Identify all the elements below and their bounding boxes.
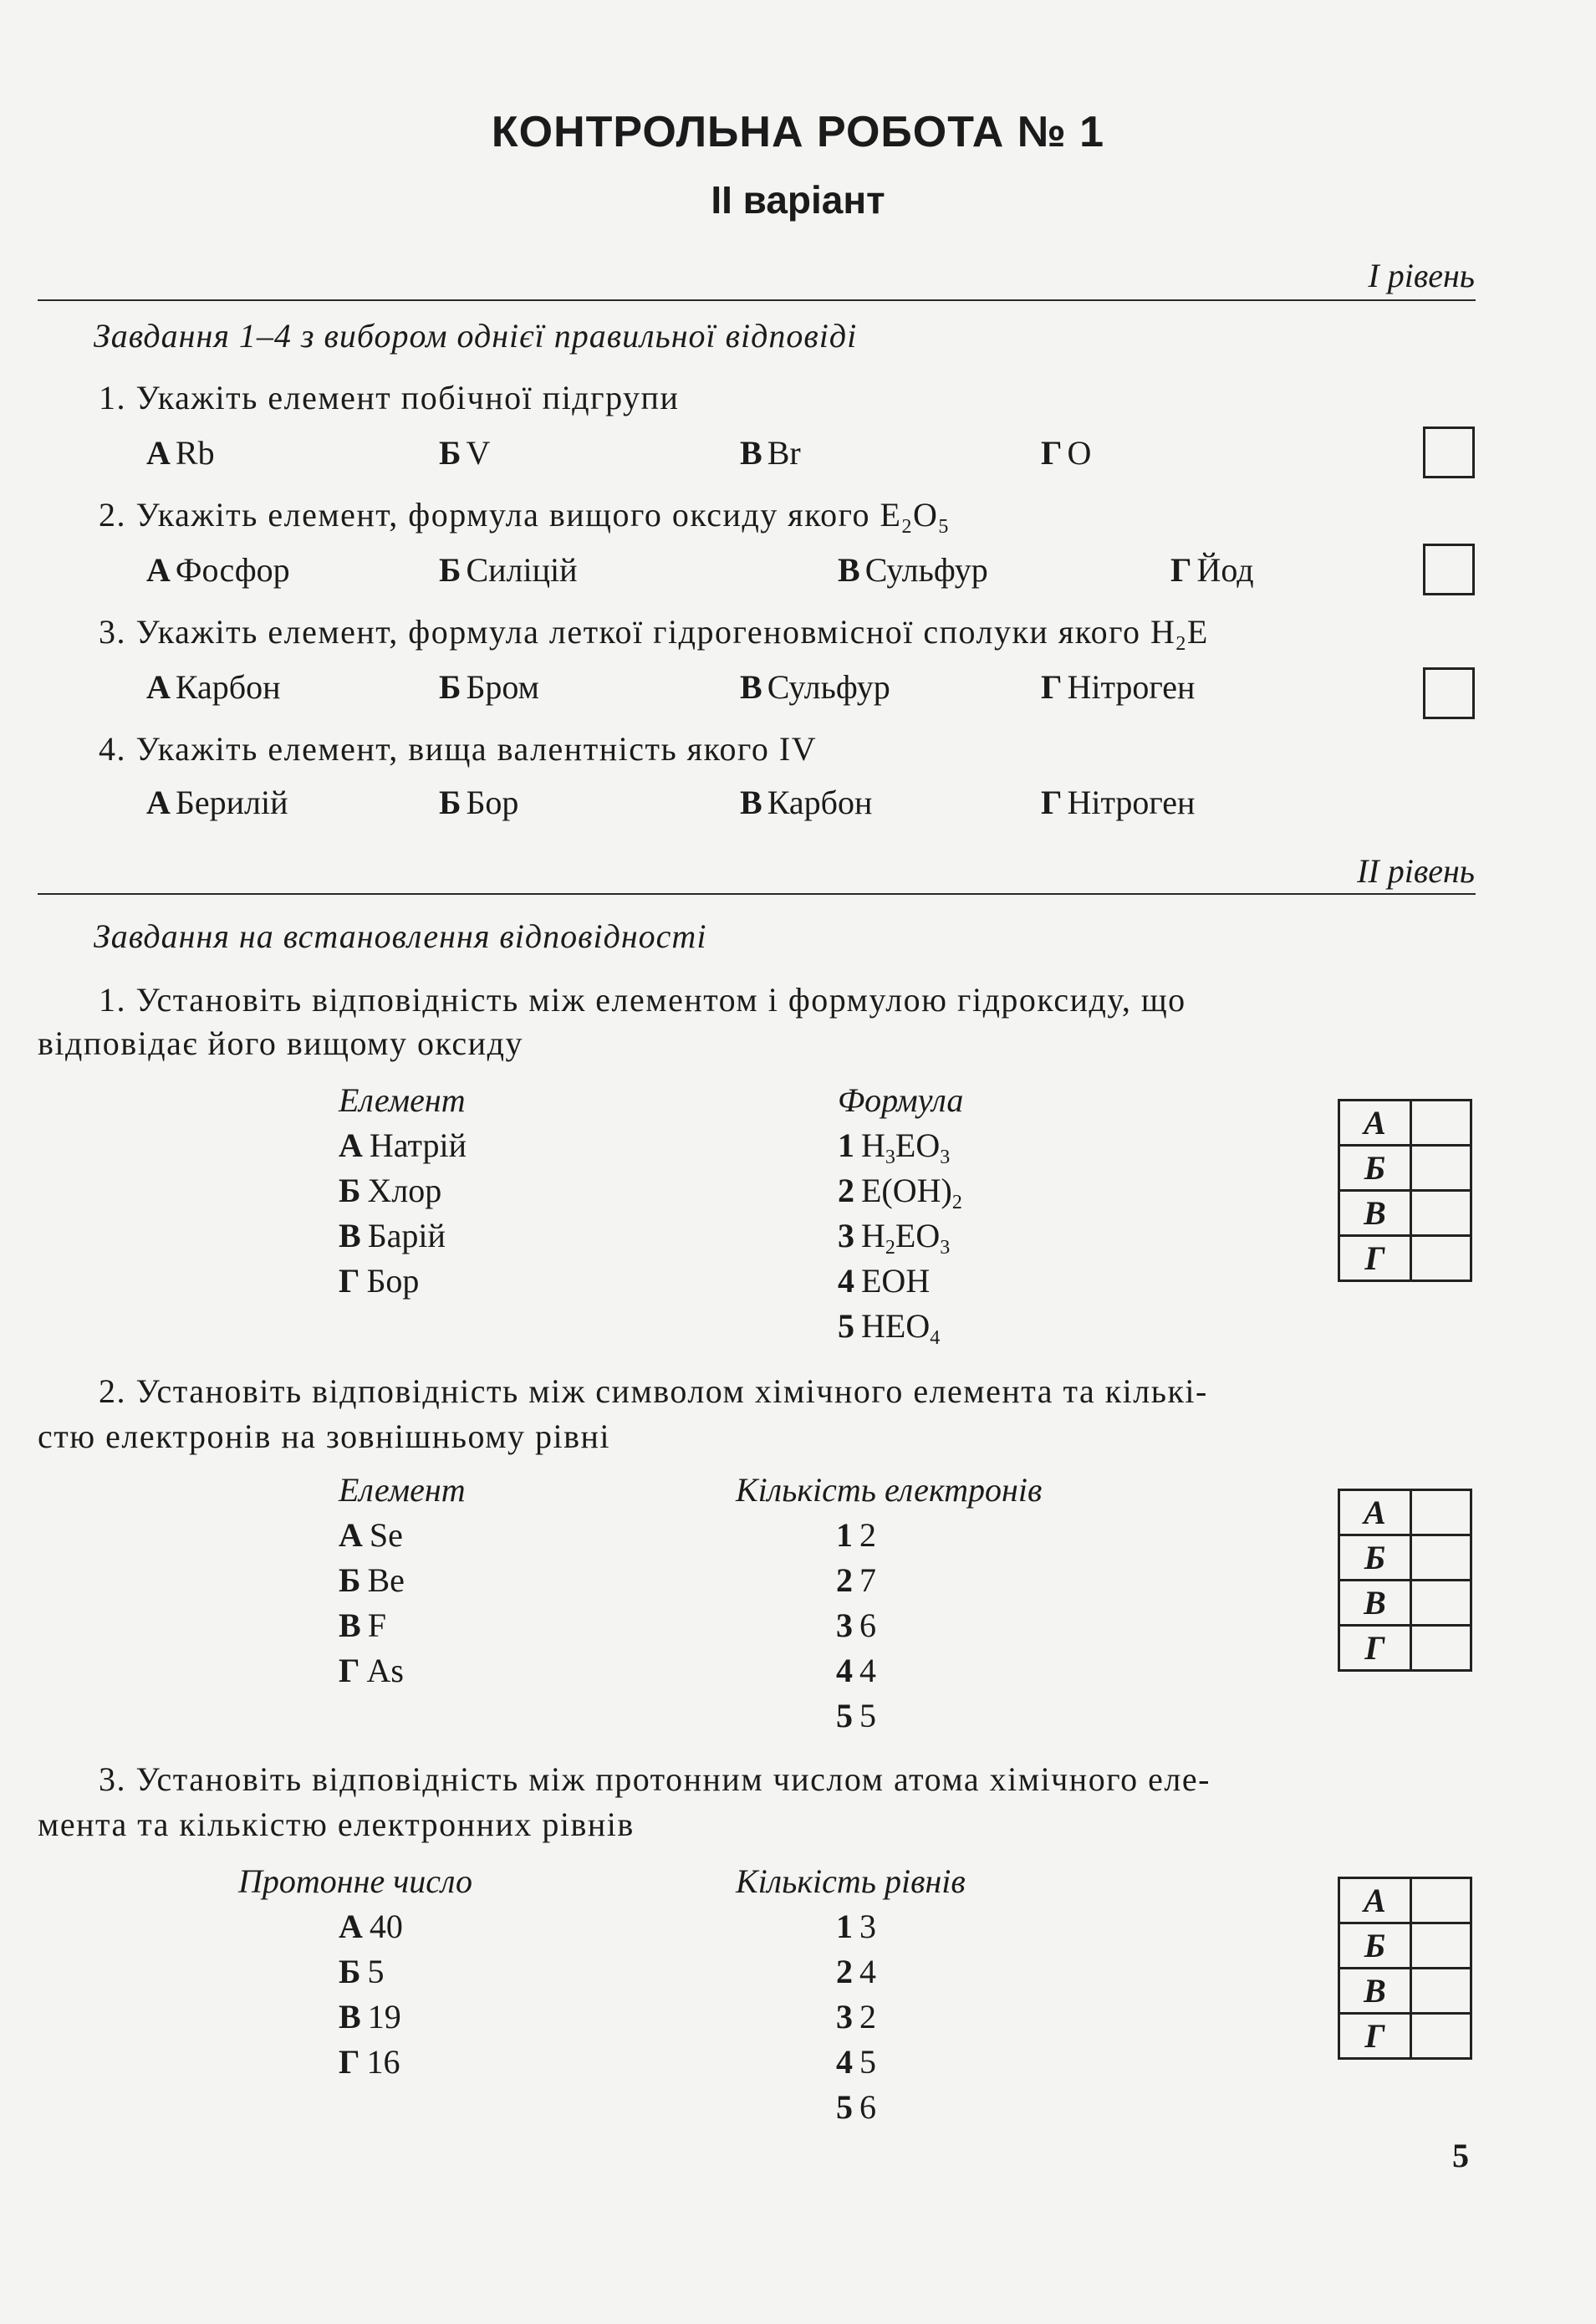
task-2-left-c: В F [339,1606,386,1644]
task-2-right-1: 1 2 [836,1516,876,1554]
q1-option-b: Б V [439,434,491,472]
task-1-left-b: Б Хлор [339,1172,442,1209]
answer-cell[interactable] [1411,1969,1471,2014]
task-2-right-3: 3 6 [836,1606,876,1644]
answer-cell[interactable] [1411,1236,1471,1281]
answer-cell[interactable] [1411,1626,1471,1671]
task-2-left-d: Г As [339,1652,404,1689]
level-1-label: I рівень [1368,257,1475,294]
question-1-text: 1. Укажіть елемент побічної підгрупи [99,379,680,416]
answer-cell[interactable] [1411,1923,1471,1969]
task-1-right-4: 4 EOH [838,1262,931,1300]
question-4-text: 4. Укажіть елемент, вища валентність якого IV [99,730,818,768]
q1-option-a: А Rb [146,434,215,472]
task-3-left-a: А 40 [339,1908,403,1945]
level-1-instruction: Завдання 1–4 з вибором однієї правильної відповіді [94,317,858,355]
grid-label-b: Б [1339,1923,1411,1969]
answer-cell[interactable] [1411,1146,1471,1191]
task-1-line-1: 1. Установіть відповідність між елементом і формулою гідроксиду, що [99,981,1186,1019]
answer-cell[interactable] [1411,1535,1471,1581]
task-3-right-5: 5 6 [836,2088,876,2126]
task-1-right-2: 2 $E(OH)_2$ [838,1172,962,1213]
task-2-answer-grid [1338,1489,1472,1672]
answer-cell[interactable] [1411,1490,1471,1535]
answer-cell[interactable] [1411,1191,1471,1236]
q1-option-d: Г O [1041,434,1092,472]
page-title: КОНТРОЛЬНА РОБОТА № 1 [491,108,1105,156]
q4-option-c: В Карбон [740,784,873,821]
answer-cell[interactable] [1411,2014,1471,2059]
answer-cell[interactable] [1411,1101,1471,1146]
task-2-left-b: Б Be [339,1561,405,1599]
grid-label-d: Г [1339,1626,1411,1671]
task-1-right-5: 5 $HEO_4$ [838,1307,941,1349]
level-2-instruction: Завдання на встановлення відповідності [94,917,707,955]
task-3-left-c: В 19 [339,1998,401,2035]
task-3-left-b: Б 5 [339,1953,385,1990]
q2-option-c: В Сульфур [838,551,988,589]
task-2-left-header: Елемент [339,1471,466,1509]
task-1-line-2: відповідає його вищому оксиду [38,1024,523,1062]
q2-answer-box[interactable] [1423,544,1475,595]
task-3-right-2: 2 4 [836,1953,876,1990]
grid-label-c: В [1339,1969,1411,2014]
task-3-right-1: 1 3 [836,1908,876,1945]
page-number: 5 [1452,2137,1469,2174]
task-3-right-4: 4 5 [836,2043,876,2081]
q3-option-b: Б Бром [439,668,539,706]
divider [38,893,1476,895]
answer-cell[interactable] [1411,1878,1471,1923]
grid-label-d: Г [1339,2014,1411,2059]
grid-label-b: Б [1339,1146,1411,1191]
variant-title: II варіант [711,178,885,222]
task-1-right-1: 1 $H_3EO_3$ [838,1126,951,1168]
task-1-right-header: Формула [838,1081,964,1119]
task-3-line-1: 3. Установіть відповідність між протонним числом атома хімічного еле- [99,1760,1211,1798]
task-2-line-1: 2. Установіть відповідність між символом хімічного елемента та кількі- [99,1372,1208,1410]
task-2-right-5: 5 5 [836,1697,876,1734]
grid-label-c: В [1339,1191,1411,1236]
task-3-left-d: Г 16 [339,2043,400,2081]
question-3-text: 3. Укажіть елемент, формула леткої гідрогеновмісної сполуки якого $H_2E$ [99,613,1209,655]
task-1-left-d: Г Бор [339,1262,420,1300]
grid-label-b: Б [1339,1535,1411,1581]
task-1-left-a: А Натрій [339,1126,467,1164]
task-2-left-a: А Se [339,1516,403,1554]
q2-option-a: А Фосфор [146,551,290,589]
q3-answer-box[interactable] [1423,667,1475,719]
task-3-line-2: мента та кількістю електронних рівнів [38,1806,635,1843]
q4-option-d: Г Нітроген [1041,784,1196,821]
task-3-left-header: Протонне число [238,1862,472,1900]
level-2-label: II рівень [1357,852,1475,890]
q4-option-a: А Берилій [146,784,288,821]
q2-option-d: Г Йод [1170,551,1254,589]
q1-answer-box[interactable] [1423,426,1475,478]
task-3-right-3: 3 2 [836,1998,876,2035]
q4-option-b: Б Бор [439,784,519,821]
grid-label-a: А [1339,1490,1411,1535]
task-1-answer-grid [1338,1099,1472,1282]
task-1-left-header: Елемент [339,1081,466,1119]
q2-option-b: Б Силіцій [439,551,578,589]
task-3-right-header: Кількість рівнів [736,1862,966,1900]
q3-option-d: Г Нітроген [1041,668,1196,706]
task-2-right-header: Кількість електронів [736,1471,1043,1509]
question-2-text: 2. Укажіть елемент, формула вищого оксиду якого $E_2O_5$ [99,496,950,538]
task-1-left-c: В Барій [339,1217,446,1254]
answer-cell[interactable] [1411,1581,1471,1626]
task-2-right-2: 2 7 [836,1561,876,1599]
q3-option-c: В Сульфур [740,668,890,706]
q3-option-a: А Карбон [146,668,281,706]
q1-option-c: В Br [740,434,801,472]
grid-label-c: В [1339,1581,1411,1626]
task-3-answer-grid [1338,1877,1472,2060]
grid-label-a: А [1339,1878,1411,1923]
task-2-right-4: 4 4 [836,1652,876,1689]
grid-label-d: Г [1339,1236,1411,1281]
task-2-line-2: стю електронів на зовнішньому рівні [38,1417,611,1455]
grid-label-a: А [1339,1101,1411,1146]
divider [38,299,1476,301]
task-1-right-3: 3 $H_2EO_3$ [838,1217,951,1259]
